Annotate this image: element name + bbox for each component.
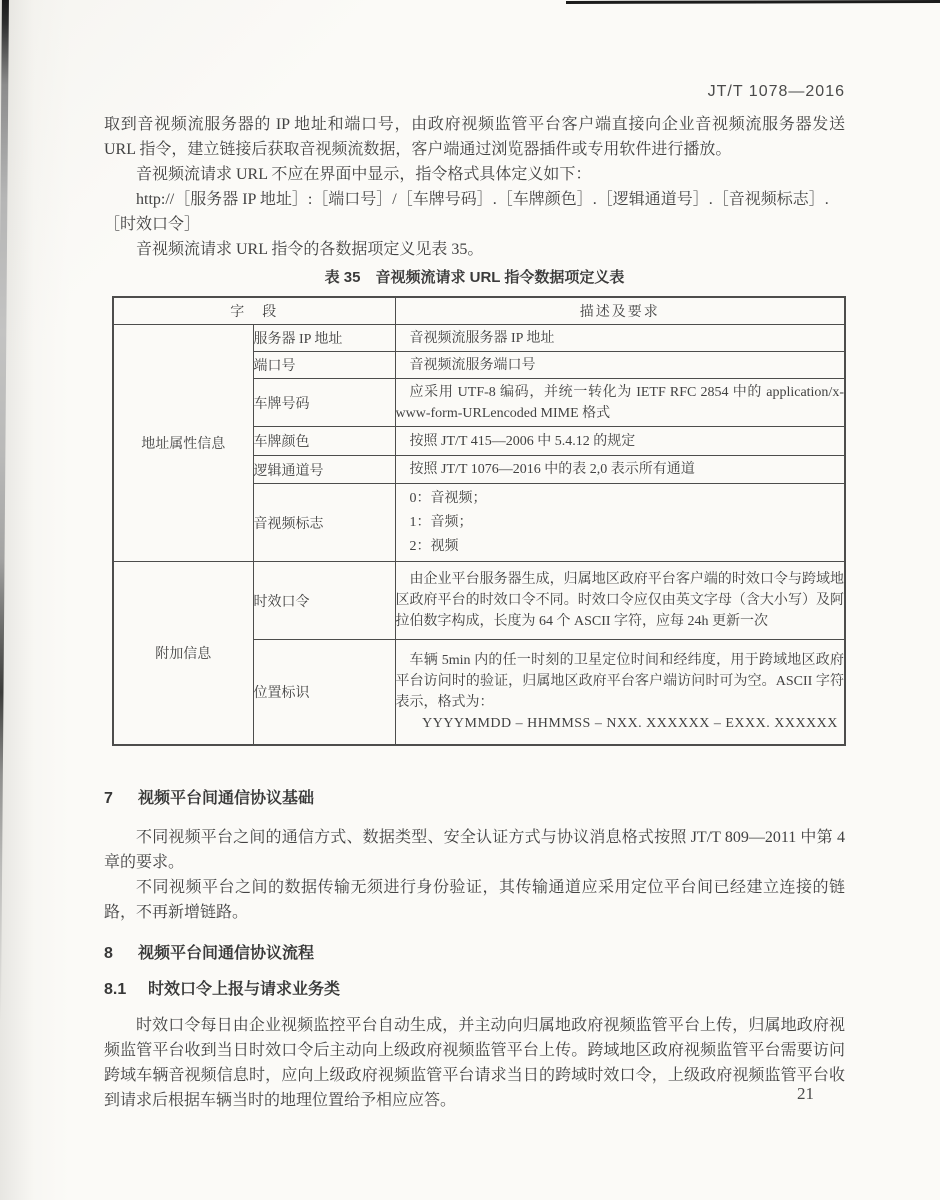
url-format-line — [104, 187, 845, 237]
field-cell: 端口号 — [253, 352, 395, 379]
desc-text: 按照 JT/T 415—2006 中 5.4.12 的规定 — [409, 433, 636, 449]
url-format-part1: http://［服务器 IP 地址］:［端口号］/［车牌号码］.［车牌颜色］.［逻辑通道号］.［音视频标志］. — [136, 191, 829, 208]
desc-cell — [395, 640, 845, 746]
intro-paragraph-url-rule: 音视频流请求 URL 不应在界面中显示，指令格式具体定义如下： — [136, 166, 592, 183]
field-cell: 位置标识 — [253, 640, 395, 746]
section-8-number: 8 — [104, 945, 113, 962]
desc-flag-2: 2：视频 — [409, 538, 459, 554]
scan-edge-shadow-left — [0, 0, 9, 1022]
intro-paragraph-table-ref: 音视频流请求 URL 指令的各数据项定义见表 35。 — [136, 241, 484, 258]
page-number: 21 — [797, 1084, 814, 1103]
table-row — [113, 325, 845, 352]
desc-cell — [395, 352, 845, 379]
section-8-1-title: 时效口令上报与请求业务类 — [148, 981, 341, 998]
header-cell-description: 描述及要求 — [395, 297, 845, 325]
desc-text: 应采用 UTF-8 编码，并统一转化为 IETF RFC 2854 中的 application/x-www-form-URLencoded MIME 格式 — [395, 384, 844, 421]
page-body — [104, 112, 845, 1113]
table35 — [112, 296, 846, 746]
desc-cell — [395, 427, 845, 456]
intro-paragraph-continuation: 取到音视频流服务器的 IP 地址和端口号，由政府视频监管平台客户端直接向企业音视频流服务器发送 URL 指令，建立链接后获取音视频流数据，客户端通过浏览器插件或专用软件进行播放。 — [104, 116, 845, 158]
section-7-heading — [104, 788, 845, 809]
section-7-paragraph-1: 不同视频平台之间的通信方式、数据类型、安全认证方式与协议消息格式按照 JT/T 809—2011 中第 4 章的要求。 — [104, 829, 845, 871]
desc-cell — [395, 325, 845, 352]
desc-cell — [395, 456, 845, 484]
header-cell-field: 字 段 — [113, 297, 395, 325]
desc-cell — [395, 379, 845, 427]
field-cell: 音视频标志 — [253, 484, 395, 562]
table-row — [113, 562, 845, 640]
field-cell: 逻辑通道号 — [253, 456, 395, 484]
desc-flag-0: 0：音视频； — [409, 490, 487, 506]
desc-text: 音视频流服务端口号 — [409, 357, 536, 373]
field-cell: 服务器 IP 地址 — [253, 325, 395, 352]
desc-cell — [395, 562, 845, 640]
section-8-1-heading — [104, 979, 845, 1000]
section-7-title: 视频平台间通信协议基础 — [138, 790, 315, 807]
table35-title: 表 35 音视频流请求 URL 指令数据项定义表 — [324, 269, 625, 286]
url-format-part2: ［时效口令］ — [104, 216, 201, 233]
desc-text: 车辆 5min 内的任一时刻的卫星定位时间和经纬度，用于跨域地区政府平台访问时的验证，归属地区政府平台客户端访问时可为空。ASCII 字符表示，格式为： — [395, 652, 844, 710]
section-7-paragraph-2: 不同视频平台之间的数据传输无须进行身份验证，其传输通道应采用定位平台间已经建立连接的链路，不再新增链路。 — [104, 879, 845, 921]
desc-flag-1: 1：音频； — [409, 514, 473, 530]
group-cell-address-attributes: 地址属性信息 — [113, 325, 253, 562]
field-cell: 车牌颜色 — [253, 427, 395, 456]
standard-number: JT/T 1078—2016 — [707, 83, 845, 100]
section-7-number: 7 — [104, 790, 113, 807]
position-format-text: YYYYMMDD – HHMMSS – NXX. XXXXXX – EXXX. XXXXXX — [422, 715, 838, 731]
desc-text: 按照 JT/T 1076—2016 中的表 2,0 表示所有通道 — [409, 462, 695, 477]
field-cell: 车牌号码 — [253, 379, 395, 427]
section-8-1-paragraph: 时效口令每日由企业视频监控平台自动生成，并主动向归属地政府视频监管平台上传，归属地政府视频监管平台收到当日时效口令后主动向上级政府视频监管平台上传。跨域地区政府视频监管平台需要访问跨域车辆音视频信息时，应向上级政府视频监管平台请求当日的跨域时效口令，上级政府视频监管平台收到请求后根据车辆当时的地理位置给予相应应答。 — [104, 1017, 845, 1109]
table-header-row — [113, 297, 845, 325]
section-8-heading — [104, 943, 845, 964]
section-8-title: 视频平台间通信协议流程 — [138, 945, 315, 962]
desc-cell — [395, 484, 845, 562]
section-8-1-number: 8.1 — [104, 981, 127, 998]
scan-edge-line-top — [566, 0, 940, 4]
desc-text: 音视频流服务器 IP 地址 — [409, 330, 555, 346]
group-cell-additional-info: 附加信息 — [113, 562, 253, 746]
desc-text: 由企业平台服务器生成，归属地区政府平台客户端的时效口令与跨域地区政府平台的时效口令不同。时效口令应仅由英文字母（含大小写）及阿拉伯数字构成，长度为 64 个 ASCII 字符，应每 24h 更新一次 — [395, 572, 844, 629]
field-cell: 时效口令 — [253, 562, 395, 640]
